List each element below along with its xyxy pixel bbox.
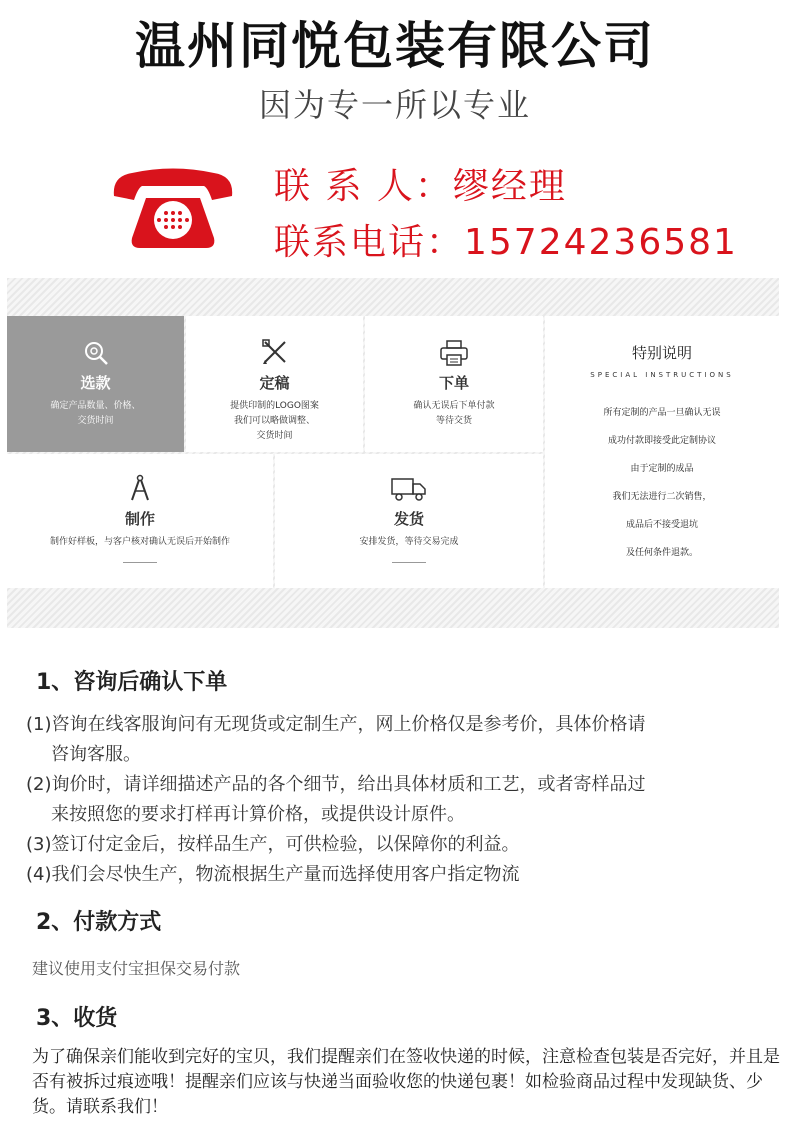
step-desc: 制作好样板，与客户核对确认无误后开始制作	[49, 537, 230, 547]
section3-heading: 3、收货	[36, 1006, 118, 1031]
step-title: 发货	[393, 510, 424, 528]
step-desc: 确认无误后下单付款 等待交货	[413, 401, 495, 426]
truck-icon	[391, 476, 427, 502]
divider	[392, 562, 426, 563]
pencil-ruler-icon	[261, 338, 289, 366]
compass-icon	[129, 474, 151, 502]
delivery-note: 为了确保亲们能收到完好的宝贝，我们提醒亲们在签收快递的时候，注意检查包装是否完好，并且是否有被拆过痕迹哦！提醒亲们应该与快递当面验收您的快递包裹！如检验商品过程中发现缺货、少货。请联系我们！	[32, 1047, 780, 1117]
special-line: 我们无法进行二次销售，	[612, 492, 712, 502]
section1-heading: 1、咨询后确认下单	[36, 670, 228, 695]
special-subtitle: SPECIAL INSTRUCTIONS	[590, 371, 734, 379]
special-title: 特别说明	[631, 344, 692, 362]
step-title: 选款	[80, 374, 111, 392]
section1-list	[26, 710, 771, 890]
step-order	[365, 316, 543, 452]
list-item: (2)询价时，请详细描述产品的各个细节，给出具体材质和工艺，或者寄样品过 来按照您的要求打样再计算价格，或提供设计原件。	[26, 774, 646, 825]
special-instructions	[545, 316, 779, 588]
contact-person: 联 系 人：缪经理	[274, 166, 567, 207]
step-desc: 确定产品数量、价格、 交货时间	[50, 401, 141, 426]
slogan: 因为专一所以专业	[258, 86, 531, 124]
step-desc: 安排发货，等待交易完成	[359, 537, 459, 547]
step-title: 定稿	[259, 374, 290, 392]
list-item: (1)咨询在线客服询问有无现货或定制生产，网上价格仅是参考价，具体价格请 咨询客服。	[26, 714, 646, 765]
process-panel	[7, 278, 779, 628]
special-line: 所有定制的产品一旦确认无误	[603, 408, 721, 418]
step-title: 下单	[438, 374, 469, 392]
contact-phone: 联系电话：15724236581	[274, 222, 738, 263]
special-line: 及任何条件退款。	[625, 548, 698, 558]
special-line: 由于定制的成品	[630, 464, 694, 474]
list-item: (4)我们会尽快生产，物流根据生产量而选择使用客户指定物流	[26, 864, 520, 885]
step-ship	[275, 454, 543, 588]
printer-icon	[440, 340, 468, 366]
search-icon	[83, 340, 109, 366]
step-desc: 提供印制的LOGO图案 我们可以略做调整、 交货时间	[230, 401, 319, 441]
section2-heading: 2、付款方式	[36, 910, 162, 935]
step-produce	[7, 454, 273, 588]
company-name: 温州同悦包装有限公司	[135, 17, 655, 75]
step-select	[7, 316, 184, 452]
step-title: 制作	[124, 510, 155, 528]
divider	[123, 562, 157, 563]
payment-note: 建议使用支付宝担保交易付款	[32, 959, 241, 978]
list-item: (3)签订付定金后，按样品生产，可供检验，以保障你的利益。	[26, 834, 520, 855]
special-line: 成品后不接受退坑	[625, 520, 698, 530]
special-line: 成功付款即接受此定制协议	[607, 436, 716, 446]
telephone-icon	[108, 168, 238, 250]
step-finalize	[186, 316, 363, 452]
